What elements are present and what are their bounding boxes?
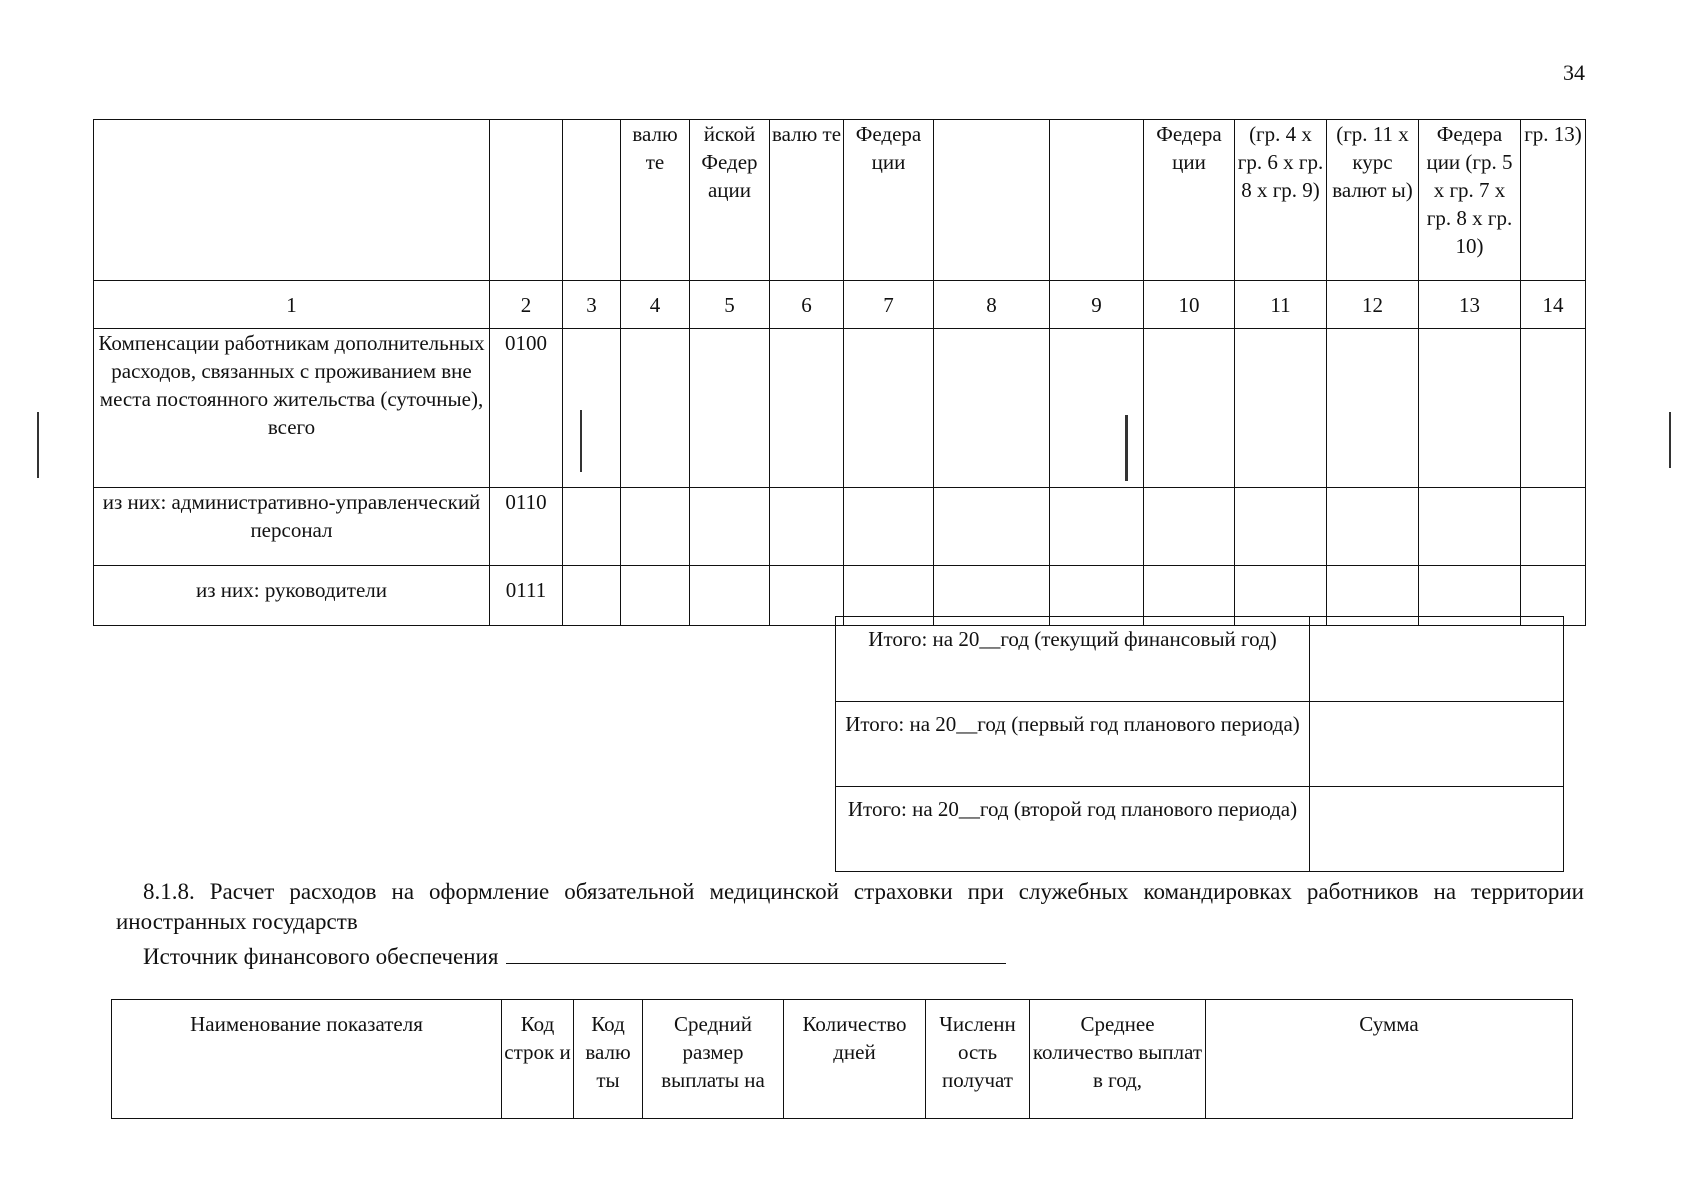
expense-table <box>93 119 1586 626</box>
totals-table <box>835 616 1564 872</box>
column-number: 13 <box>1419 281 1521 329</box>
section-heading <box>116 877 1584 937</box>
data-cell <box>1419 329 1521 488</box>
row-label: из них: административно-управленческий персонал <box>94 488 490 566</box>
header-cell: гр. 13) <box>1521 120 1586 281</box>
column-number: 4 <box>621 281 690 329</box>
column-number: 8 <box>934 281 1050 329</box>
data-cell <box>1050 329 1144 488</box>
total-row <box>836 617 1564 702</box>
column-number: 2 <box>490 281 563 329</box>
data-cell <box>1327 329 1419 488</box>
row-code: 0111 <box>490 566 563 626</box>
row-label: из них: руководители <box>94 566 490 626</box>
total-value <box>1310 787 1564 872</box>
data-cell <box>1419 488 1521 566</box>
data-cell <box>770 488 844 566</box>
total-label: Итого: на 20__год (первый год планового периода) <box>836 702 1310 787</box>
data-cell <box>1235 329 1327 488</box>
header-cell: Федера ции <box>1144 120 1235 281</box>
header-cell: Код строк и <box>502 1000 574 1119</box>
data-cell <box>690 566 770 626</box>
total-label: Итого: на 20__год (текущий финансовый год) <box>836 617 1310 702</box>
scan-mark <box>37 412 39 478</box>
data-cell <box>563 488 621 566</box>
header-cell: валю те <box>621 120 690 281</box>
table-row <box>94 488 1586 566</box>
section-heading-text: 8.1.8. Расчет расходов на оформление обязательной медицинской страховки при служебных командировках работников на территории иностранных государств <box>116 879 1584 934</box>
data-cell <box>844 488 934 566</box>
funding-source-line <box>143 939 1006 972</box>
header-cell: Сумма <box>1206 1000 1573 1119</box>
header-cell <box>1050 120 1144 281</box>
header-cell: Федера ции <box>844 120 934 281</box>
header-row <box>112 1000 1573 1119</box>
column-number: 3 <box>563 281 621 329</box>
column-number: 7 <box>844 281 934 329</box>
column-number: 10 <box>1144 281 1235 329</box>
data-cell <box>1521 329 1586 488</box>
data-cell <box>1327 488 1419 566</box>
header-cell: Численн ость получат <box>926 1000 1030 1119</box>
header-cell <box>94 120 490 281</box>
total-row <box>836 787 1564 872</box>
column-number: 14 <box>1521 281 1586 329</box>
header-cell: Среднее количество выплат в год, <box>1030 1000 1206 1119</box>
scan-mark <box>1125 415 1128 481</box>
header-cell <box>490 120 563 281</box>
header-cell: Код валю ты <box>574 1000 643 1119</box>
data-cell <box>934 488 1050 566</box>
data-cell <box>770 329 844 488</box>
column-number: 11 <box>1235 281 1327 329</box>
scan-mark <box>1669 412 1671 468</box>
data-cell <box>563 329 621 488</box>
header-cell: йской Федер ации <box>690 120 770 281</box>
column-number-row <box>94 281 1586 329</box>
header-cell: Наименование показателя <box>112 1000 502 1119</box>
data-cell <box>1050 488 1144 566</box>
header-cell: Федера ции (гр. 5 х гр. 7 х гр. 8 х гр. 10) <box>1419 120 1521 281</box>
data-cell <box>844 329 934 488</box>
data-cell <box>563 566 621 626</box>
column-number: 5 <box>690 281 770 329</box>
column-number: 1 <box>94 281 490 329</box>
data-cell <box>1235 488 1327 566</box>
header-cell: (гр. 11 х курс валют ы) <box>1327 120 1419 281</box>
data-cell <box>621 329 690 488</box>
row-label: Компенсации работникам дополнительных расходов, связанных с проживанием вне места постоянного жительства (суточные), всего <box>94 329 490 488</box>
data-cell <box>690 488 770 566</box>
page-number: 34 <box>1563 60 1585 85</box>
header-cell <box>563 120 621 281</box>
header-cell: валю те <box>770 120 844 281</box>
data-cell <box>1144 329 1235 488</box>
header-cell: (гр. 4 х гр. 6 х гр. 8 х гр. 9) <box>1235 120 1327 281</box>
total-value <box>1310 617 1564 702</box>
data-cell <box>1521 488 1586 566</box>
data-cell <box>690 329 770 488</box>
column-number: 12 <box>1327 281 1419 329</box>
insurance-table <box>111 999 1573 1119</box>
total-label: Итого: на 20__год (второй год планового периода) <box>836 787 1310 872</box>
row-code: 0100 <box>490 329 563 488</box>
row-code: 0110 <box>490 488 563 566</box>
total-row <box>836 702 1564 787</box>
column-number: 6 <box>770 281 844 329</box>
data-cell <box>770 566 844 626</box>
table-row <box>94 329 1586 488</box>
funding-source-blank <box>506 939 1006 964</box>
header-row <box>94 120 1586 281</box>
funding-source-label: Источник финансового обеспечения <box>143 944 499 969</box>
total-value <box>1310 702 1564 787</box>
data-cell <box>934 329 1050 488</box>
header-cell <box>934 120 1050 281</box>
header-cell: Средний размер выплаты на <box>643 1000 784 1119</box>
scan-mark <box>580 410 582 472</box>
data-cell <box>621 488 690 566</box>
data-cell <box>621 566 690 626</box>
column-number: 9 <box>1050 281 1144 329</box>
header-cell: Количество дней <box>784 1000 926 1119</box>
data-cell <box>1144 488 1235 566</box>
